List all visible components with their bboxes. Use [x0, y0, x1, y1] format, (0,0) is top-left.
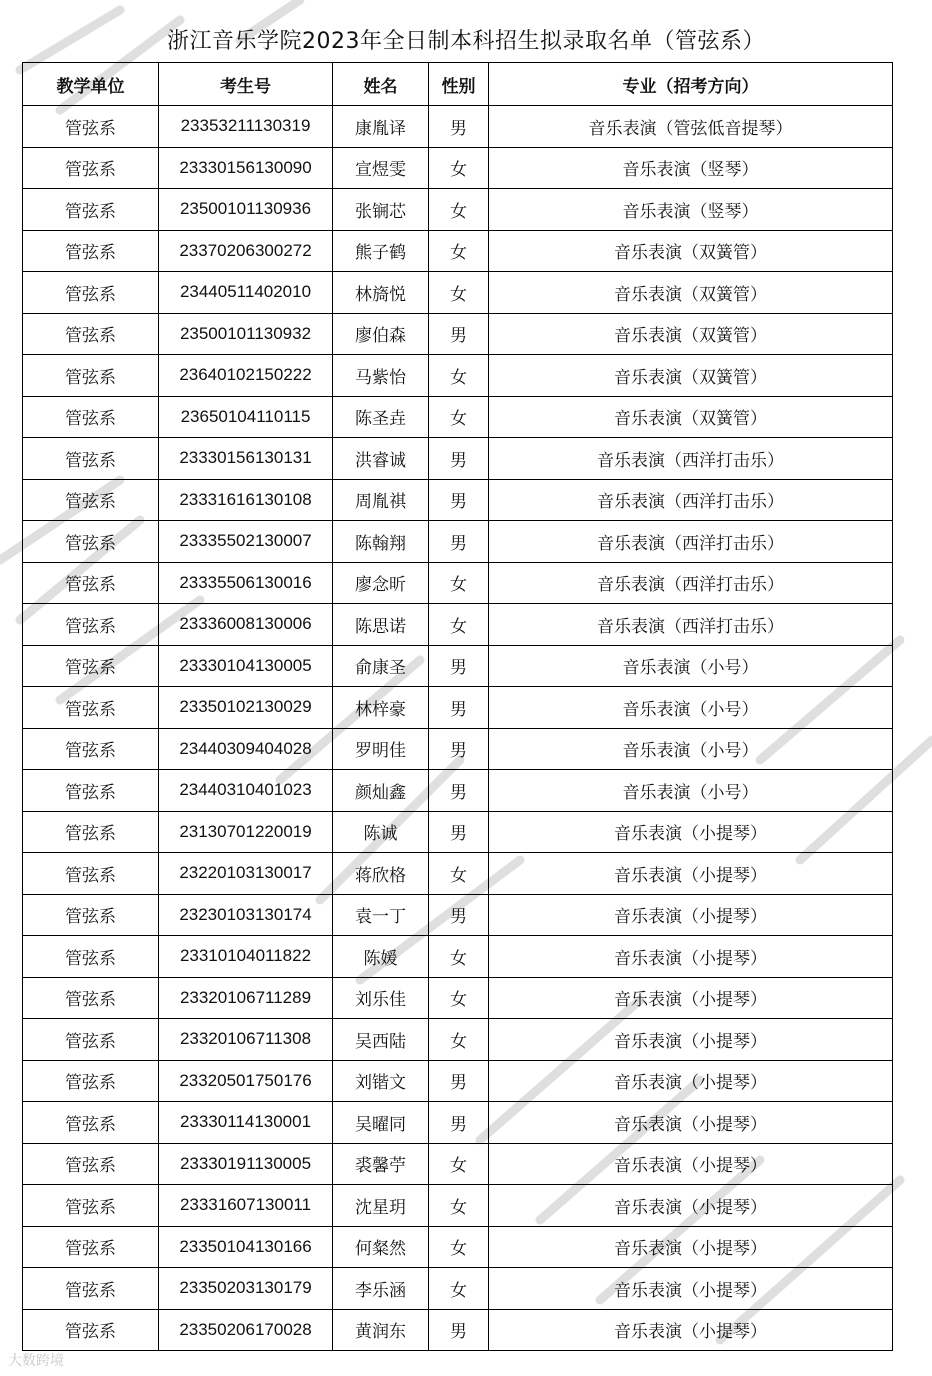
cell-gender: 男 [429, 106, 489, 148]
table-row [23, 728, 893, 770]
cell-name: 陈翰翔 [333, 521, 429, 563]
cell-major: 音乐表演（小提琴） [489, 1060, 893, 1102]
cell-name: 吴曜同 [333, 1102, 429, 1144]
cell-unit: 管弦系 [23, 936, 159, 978]
cell-name: 张锎芯 [333, 189, 429, 231]
cell-unit: 管弦系 [23, 1226, 159, 1268]
table-row [23, 853, 893, 895]
cell-unit: 管弦系 [23, 396, 159, 438]
cell-gender: 女 [429, 977, 489, 1019]
table-row [23, 1268, 893, 1310]
cell-unit: 管弦系 [23, 977, 159, 1019]
cell-gender: 男 [429, 811, 489, 853]
table-row [23, 770, 893, 812]
cell-unit: 管弦系 [23, 853, 159, 895]
cell-exam-number: 23335506130016 [159, 562, 333, 604]
table-row [23, 1185, 893, 1227]
cell-name: 裘馨苧 [333, 1143, 429, 1185]
table-row [23, 1309, 893, 1351]
column-header-name: 姓名 [333, 63, 429, 106]
cell-gender: 女 [429, 189, 489, 231]
cell-major: 音乐表演（小提琴） [489, 1102, 893, 1144]
cell-name: 周胤祺 [333, 479, 429, 521]
cell-unit: 管弦系 [23, 1019, 159, 1061]
table-row [23, 977, 893, 1019]
cell-gender: 女 [429, 936, 489, 978]
cell-unit: 管弦系 [23, 562, 159, 604]
cell-gender: 男 [429, 521, 489, 563]
document-title: 浙江音乐学院2023年全日制本科招生拟录取名单（管弦系） [167, 29, 765, 54]
cell-major: 音乐表演（小号） [489, 728, 893, 770]
cell-major: 音乐表演（小号） [489, 687, 893, 729]
cell-exam-number: 23336008130006 [159, 604, 333, 646]
cell-major: 音乐表演（小提琴） [489, 811, 893, 853]
table-row [23, 272, 893, 314]
table-header-row [23, 63, 893, 106]
table-row [23, 562, 893, 604]
cell-name: 罗明佳 [333, 728, 429, 770]
table-body [23, 106, 893, 1351]
table-row [23, 1102, 893, 1144]
cell-unit: 管弦系 [23, 189, 159, 231]
cell-gender: 女 [429, 396, 489, 438]
cell-major: 音乐表演（双簧管） [489, 355, 893, 397]
cell-name: 廖伯森 [333, 313, 429, 355]
table-row [23, 687, 893, 729]
cell-name: 马紫怡 [333, 355, 429, 397]
cell-gender: 女 [429, 1143, 489, 1185]
cell-exam-number: 23331616130108 [159, 479, 333, 521]
cell-unit: 管弦系 [23, 1268, 159, 1310]
cell-gender: 男 [429, 438, 489, 480]
cell-major: 音乐表演（小提琴） [489, 936, 893, 978]
admission-table [22, 62, 893, 1351]
cell-gender: 男 [429, 728, 489, 770]
cell-unit: 管弦系 [23, 106, 159, 148]
cell-unit: 管弦系 [23, 147, 159, 189]
cell-name: 宣煜雯 [333, 147, 429, 189]
cell-name: 陈诚 [333, 811, 429, 853]
cell-name: 李乐涵 [333, 1268, 429, 1310]
table-row [23, 147, 893, 189]
column-header-gender: 性别 [429, 63, 489, 106]
cell-exam-number: 23331607130011 [159, 1185, 333, 1227]
cell-gender: 男 [429, 1102, 489, 1144]
cell-unit: 管弦系 [23, 728, 159, 770]
cell-major: 音乐表演（西洋打击乐） [489, 604, 893, 646]
cell-unit: 管弦系 [23, 1102, 159, 1144]
cell-unit: 管弦系 [23, 272, 159, 314]
table-row [23, 479, 893, 521]
table-row [23, 355, 893, 397]
cell-major: 音乐表演（西洋打击乐） [489, 521, 893, 563]
cell-exam-number: 23640102150222 [159, 355, 333, 397]
cell-major: 音乐表演（小提琴） [489, 1268, 893, 1310]
cell-exam-number: 23500101130936 [159, 189, 333, 231]
cell-major: 音乐表演（小提琴） [489, 1226, 893, 1268]
cell-unit: 管弦系 [23, 687, 159, 729]
cell-gender: 女 [429, 355, 489, 397]
column-header-major: 专业（招考方向） [489, 63, 893, 106]
cell-gender: 男 [429, 645, 489, 687]
table-row [23, 313, 893, 355]
cell-gender: 男 [429, 1060, 489, 1102]
cell-unit: 管弦系 [23, 355, 159, 397]
cell-major: 音乐表演（西洋打击乐） [489, 438, 893, 480]
cell-major: 音乐表演（小提琴） [489, 1019, 893, 1061]
cell-exam-number: 23330104130005 [159, 645, 333, 687]
cell-exam-number: 23320106711308 [159, 1019, 333, 1061]
table-row [23, 645, 893, 687]
cell-unit: 管弦系 [23, 230, 159, 272]
cell-unit: 管弦系 [23, 811, 159, 853]
cell-exam-number: 23440310401023 [159, 770, 333, 812]
cell-gender: 女 [429, 147, 489, 189]
table-row [23, 106, 893, 148]
cell-gender: 女 [429, 230, 489, 272]
cell-gender: 男 [429, 1309, 489, 1351]
cell-exam-number: 23330114130001 [159, 1102, 333, 1144]
cell-exam-number: 23350102130029 [159, 687, 333, 729]
cell-name: 吴西陆 [333, 1019, 429, 1061]
cell-name: 廖念昕 [333, 562, 429, 604]
cell-gender: 男 [429, 313, 489, 355]
cell-major: 音乐表演（小提琴） [489, 1309, 893, 1351]
cell-name: 俞康圣 [333, 645, 429, 687]
cell-unit: 管弦系 [23, 645, 159, 687]
cell-major: 音乐表演（双簧管） [489, 396, 893, 438]
cell-unit: 管弦系 [23, 894, 159, 936]
cell-major: 音乐表演（小提琴） [489, 1185, 893, 1227]
cell-major: 音乐表演（竖琴） [489, 147, 893, 189]
cell-unit: 管弦系 [23, 521, 159, 563]
cell-exam-number: 23335502130007 [159, 521, 333, 563]
cell-unit: 管弦系 [23, 1060, 159, 1102]
table-row [23, 894, 893, 936]
cell-exam-number: 23440511402010 [159, 272, 333, 314]
cell-major: 音乐表演（双簧管） [489, 230, 893, 272]
cell-name: 陈思诺 [333, 604, 429, 646]
table-row [23, 811, 893, 853]
table-row [23, 230, 893, 272]
cell-exam-number: 23350203130179 [159, 1268, 333, 1310]
cell-name: 刘锴文 [333, 1060, 429, 1102]
cell-gender: 女 [429, 1268, 489, 1310]
cell-exam-number: 23370206300272 [159, 230, 333, 272]
cell-exam-number: 23500101130932 [159, 313, 333, 355]
cell-gender: 男 [429, 479, 489, 521]
table-row [23, 396, 893, 438]
cell-unit: 管弦系 [23, 770, 159, 812]
cell-name: 袁一丁 [333, 894, 429, 936]
cell-unit: 管弦系 [23, 313, 159, 355]
footer-watermark: 大数跨境 [8, 1353, 64, 1369]
table-row [23, 1143, 893, 1185]
cell-gender: 男 [429, 687, 489, 729]
table-row [23, 1060, 893, 1102]
cell-unit: 管弦系 [23, 1309, 159, 1351]
cell-exam-number: 23320501750176 [159, 1060, 333, 1102]
table-row [23, 1226, 893, 1268]
table-row [23, 604, 893, 646]
cell-gender: 女 [429, 272, 489, 314]
cell-gender: 女 [429, 562, 489, 604]
cell-exam-number: 23650104110115 [159, 396, 333, 438]
cell-exam-number: 23350104130166 [159, 1226, 333, 1268]
cell-unit: 管弦系 [23, 1185, 159, 1227]
cell-name: 熊子鹤 [333, 230, 429, 272]
cell-major: 音乐表演（小提琴） [489, 894, 893, 936]
cell-name: 林旖悦 [333, 272, 429, 314]
cell-gender: 女 [429, 1019, 489, 1061]
cell-unit: 管弦系 [23, 1143, 159, 1185]
cell-major: 音乐表演（竖琴） [489, 189, 893, 231]
table-row [23, 189, 893, 231]
cell-exam-number: 23320106711289 [159, 977, 333, 1019]
cell-gender: 男 [429, 894, 489, 936]
table-row [23, 936, 893, 978]
cell-name: 刘乐佳 [333, 977, 429, 1019]
cell-name: 颜灿鑫 [333, 770, 429, 812]
cell-name: 黄润东 [333, 1309, 429, 1351]
cell-major: 音乐表演（西洋打击乐） [489, 479, 893, 521]
cell-exam-number: 23330156130131 [159, 438, 333, 480]
cell-name: 洪睿诚 [333, 438, 429, 480]
cell-exam-number: 23330156130090 [159, 147, 333, 189]
cell-gender: 男 [429, 770, 489, 812]
cell-major: 音乐表演（小提琴） [489, 977, 893, 1019]
cell-major: 音乐表演（小号） [489, 770, 893, 812]
cell-exam-number: 23130701220019 [159, 811, 333, 853]
cell-exam-number: 23220103130017 [159, 853, 333, 895]
cell-major: 音乐表演（小提琴） [489, 1143, 893, 1185]
cell-major: 音乐表演（小号） [489, 645, 893, 687]
cell-exam-number: 23353211130319 [159, 106, 333, 148]
cell-gender: 女 [429, 853, 489, 895]
table-row [23, 1019, 893, 1061]
cell-name: 陈圣垚 [333, 396, 429, 438]
cell-name: 康胤译 [333, 106, 429, 148]
cell-gender: 女 [429, 604, 489, 646]
cell-exam-number: 23350206170028 [159, 1309, 333, 1351]
cell-name: 沈星玥 [333, 1185, 429, 1227]
cell-unit: 管弦系 [23, 479, 159, 521]
cell-gender: 女 [429, 1185, 489, 1227]
cell-name: 陈媛 [333, 936, 429, 978]
cell-exam-number: 23310104011822 [159, 936, 333, 978]
cell-exam-number: 23230103130174 [159, 894, 333, 936]
cell-major: 音乐表演（管弦低音提琴） [489, 106, 893, 148]
cell-name: 林梓豪 [333, 687, 429, 729]
column-header-exam-number: 考生号 [159, 63, 333, 106]
cell-name: 何粲然 [333, 1226, 429, 1268]
cell-major: 音乐表演（小提琴） [489, 853, 893, 895]
cell-unit: 管弦系 [23, 604, 159, 646]
table-row [23, 521, 893, 563]
cell-major: 音乐表演（西洋打击乐） [489, 562, 893, 604]
cell-major: 音乐表演（双簧管） [489, 313, 893, 355]
cell-major: 音乐表演（双簧管） [489, 272, 893, 314]
cell-unit: 管弦系 [23, 438, 159, 480]
cell-name: 蒋欣格 [333, 853, 429, 895]
table-row [23, 438, 893, 480]
cell-exam-number: 23330191130005 [159, 1143, 333, 1185]
cell-exam-number: 23440309404028 [159, 728, 333, 770]
column-header-unit: 教学单位 [23, 63, 159, 106]
cell-gender: 女 [429, 1226, 489, 1268]
